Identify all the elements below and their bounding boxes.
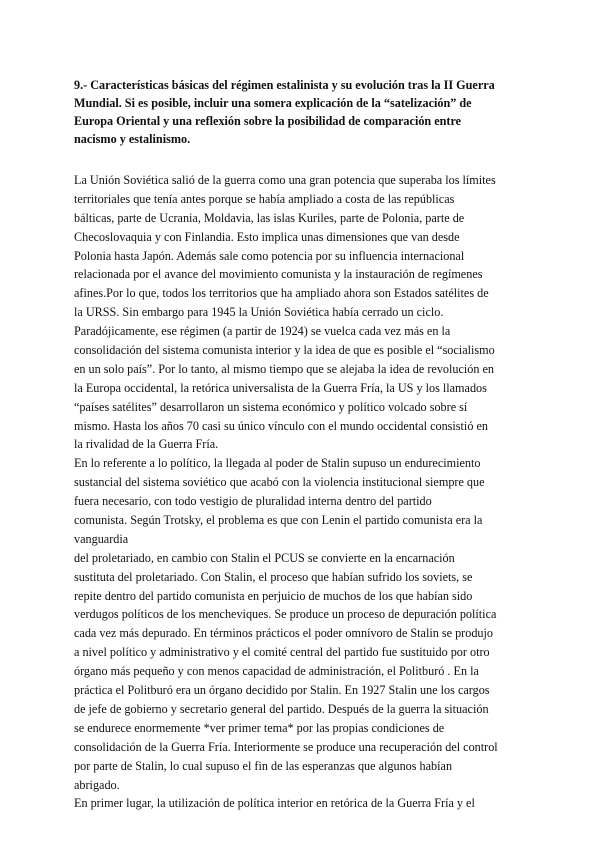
body-line: del proletariado, en cambio con Stalin el PCUS se convierte en la encarnación <box>74 550 455 565</box>
body-line: mismo. Hasta los años 70 casi su único vínculo con el mundo occidental consistió en <box>74 418 488 433</box>
heading-line: Mundial. Si es posible, incluir una somera explicación de la “satelización” de <box>74 96 472 110</box>
body-line: bálticas, parte de Ucrania, Moldavia, las islas Kuriles, parte de Polonia, parte de <box>74 210 465 225</box>
body-line: “países satélites” desarrollaron un sistema económico y político volcado sobre sí <box>74 399 468 414</box>
body-line: por parte de Stalin, lo cual supuso el fin de las esperanzas que algunos habían <box>74 758 453 773</box>
body-line: sustituta del proletariado. Con Stalin, el proceso que habían sufrido los soviets, se <box>74 569 473 584</box>
heading-line: Europa Oriental y una reflexión sobre la posibilidad de comparación entre <box>74 114 462 128</box>
body-line: de jefe de gobierno y secretario general del partido. Después de la guerra la situación <box>74 701 489 716</box>
body-line: práctica el Politburó era un órgano decidido por Stalin. En 1927 Stalin une los cargos <box>74 683 490 698</box>
question-heading <box>74 76 526 148</box>
body-line: abrigado. <box>74 777 120 792</box>
body-line: consolidación de la Guerra Fría. Interiormente se produce una recuperación del control <box>74 739 498 754</box>
body-line: sustancial del sistema soviético que acabó con la violencia institucional siempre que <box>74 475 485 490</box>
body-line: Polonia hasta Japón. Además sale como potencia por su influencia internacional <box>74 248 465 263</box>
body-line: la URSS. Sin embargo para 1945 la Unión Soviética había cerrado un ciclo. <box>74 305 444 320</box>
body-line: consolidación del sistema comunista interior y la idea de que es posible el “socialismo <box>74 343 495 358</box>
body-line: relacionada por el avance del movimiento comunista y la instauración de regímenes <box>74 267 483 282</box>
body-line: verdugos políticos de los mencheviques. Se produce un proceso de depuración política <box>74 607 497 622</box>
body-line: La Unión Soviética salió de la guerra como una gran potencia que superaba los límites <box>74 173 496 187</box>
body-line: En lo referente a lo político, la llegada al poder de Stalin supuso un endurecimiento <box>74 456 481 471</box>
document-page <box>74 76 526 813</box>
body-line: comunista. Según Trotsky, el problema es que con Lenin el partido comunista era la <box>74 513 483 528</box>
body-line: órgano más pequeño y con menos capacidad de administración, el Politburó . En la <box>74 664 479 679</box>
body-line: vanguardia <box>74 531 129 546</box>
heading-line: 9.- Características básicas del régimen estalinista y su evolución tras la II Guerra <box>74 78 495 92</box>
heading-line: nacismo y estalinismo. <box>74 132 191 146</box>
body-line: se endurece enormemente *ver primer tema* por las propias condiciones de <box>74 720 445 735</box>
body-line: a nivel político y administrativo y el comité central del partido fue sustituido por otro <box>74 645 490 660</box>
body-line: En primer lugar, la utilización de política interior en retórica de la Guerra Fría y el <box>74 796 475 811</box>
body-line: afines.Por lo que, todos los territorios que ha ampliado ahora son Estados satélites de <box>74 286 489 301</box>
body-line: territoriales que tenía antes porque se había ampliado a costa de las repúblicas <box>74 191 455 206</box>
body-line: la Europa occidental, la retórica universalista de la Guerra Fría, la US y los llamados <box>74 380 487 395</box>
body-line: en un solo país”. Por lo tanto, al mismo tiempo que se alejaba la idea de revolución en <box>74 361 495 376</box>
body-line: repite dentro del partido comunista en perjuicio de muchos de los que habían sido <box>74 588 473 603</box>
body-line: Checoslovaquia y con Finlandia. Esto implica unas dimensiones que van desde <box>74 229 460 244</box>
body-line: fuera necesario, con todo vestigio de pluralidad interna dentro del partido <box>74 494 432 509</box>
body-line: Paradójicamente, ese régimen (a partir de 1924) se vuelca cada vez más en la <box>74 324 451 339</box>
body-line: cada vez más depurado. En términos prácticos el poder omnívoro de Stalin se produjo <box>74 626 493 641</box>
body-line: la rivalidad de la Guerra Fría. <box>74 437 219 452</box>
essay-body <box>74 171 526 813</box>
